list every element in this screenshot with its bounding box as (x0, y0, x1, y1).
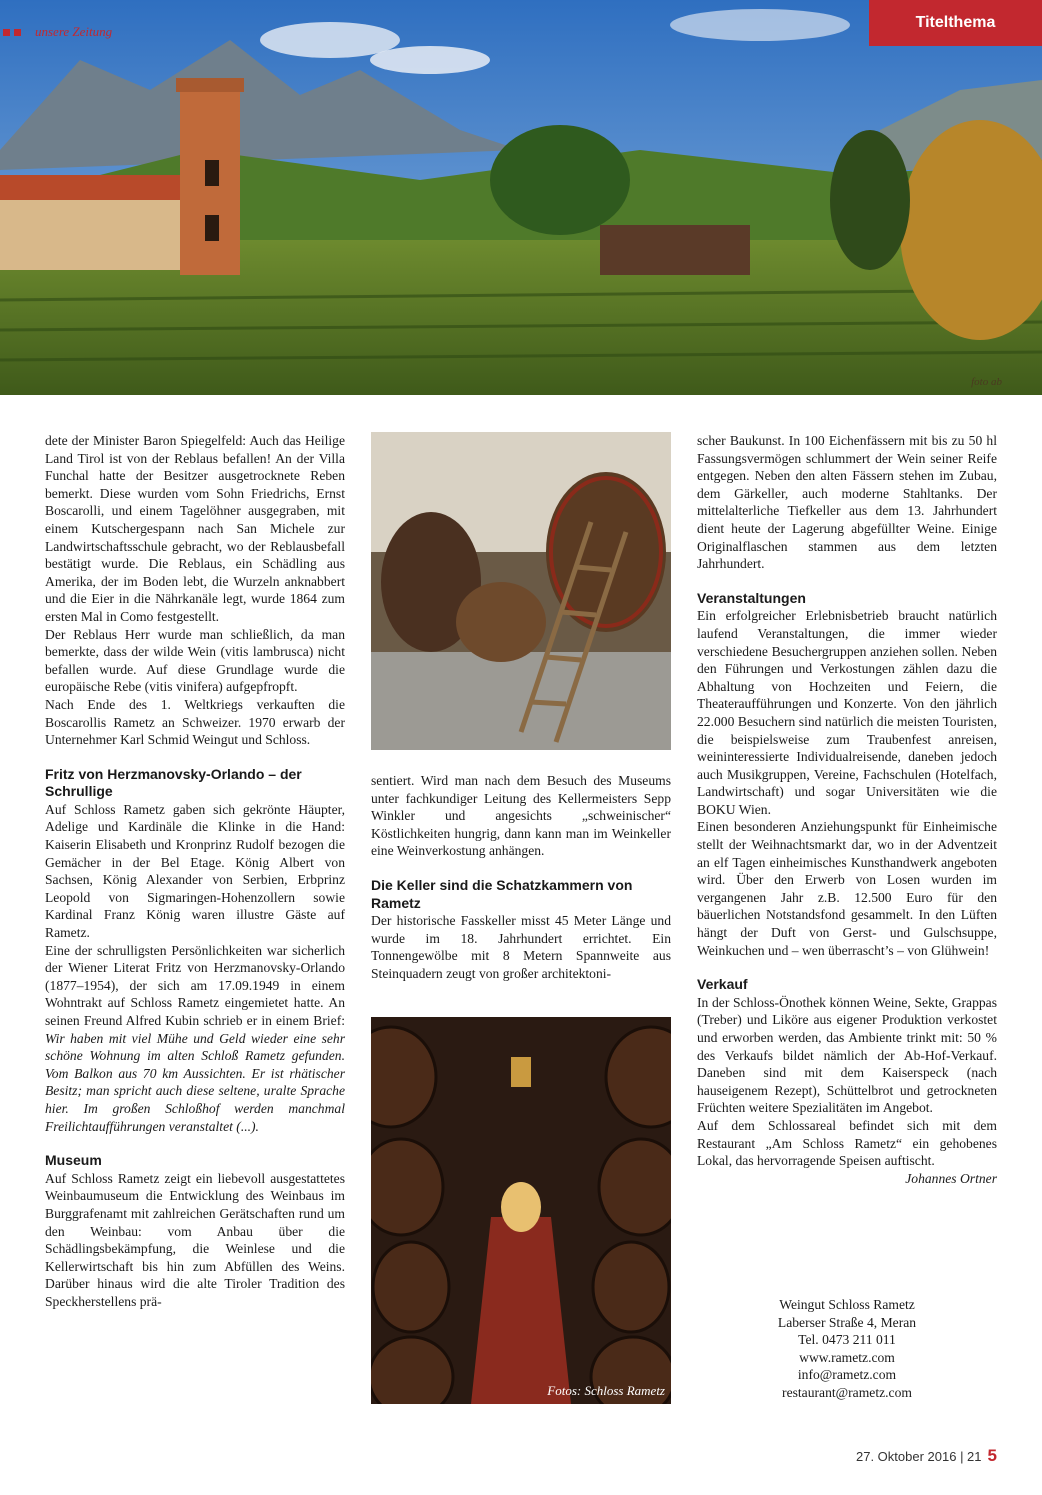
newspaper-name: unsere Zeitung (35, 24, 113, 39)
paragraph: Einen besonderen Anziehungspunkt für Einheimische stellt der Weihnachtsmarkt dar, wo in der Adventzeit an elf Tagen einheimisches Kunsthandwerk angeboten wird. Über den Erwerb von Losen wurden im vergangenen Jahr z.B. 12.500 Euro für den bäuerlichen Notstandsfond gesammelt. In den Lüften hängt der Duft von Gerst- und Gulschsuppe, Weinkuchen und – wen überrascht’s – von Glühwein! (697, 819, 997, 958)
contact-phone: Tel. 0473 211 011 (798, 1332, 896, 1348)
subheading-fritz: Fritz von Herzmanovsky-Orlando – der Schrullige (45, 765, 302, 800)
author-signature: Johannes Ortner (905, 1170, 997, 1186)
paragraph: sentiert. Wird man nach dem Besuch des Museums unter fachkundiger Leitung des Kellermeisters Sepp Winkler und angesichts „schweinischer“ Köstlichkeiten hungrig, dann kann man im Weinkeller eine Weinverkostung anhängen. (371, 773, 671, 859)
page-footer (856, 1446, 997, 1466)
article-column-1 (45, 432, 345, 1311)
paragraph: In der Schloss-Önothek können Weine, Sekte, Grappas (Treber) und Liköre aus eigener Produktion verkostet und erworben werden, das Ambiente trinkt mit: 50 % des Verkaufs bildet nämlich der Ab-Hof-Verkauf. Daneben sind mit dem Kaiserspeck (nach hauseigenem Rezept), Schüttelbrot und getrockneten Früchten weitere Spezialitäten im Angebot. (697, 994, 997, 1116)
paragraph: Ein erfolgreicher Erlebnisbetrieb braucht natürlich laufend Veranstaltungen, die immer wieder verschiedene Besuchergruppen anziehen sollen. Neben den Führungen und Verkostungen zählen dazu die Abhaltung von Hochzeiten und Feiern, die Theateraufführungen und Konzerte. Von den jährlich 22.000 Besuchern sind natürlich die meisten Touristen, die beispielsweise zum Traubenfest anreisen, weininteressierte Individualreisende, daneben jedoch auch Musikgruppen, Vereine, Fachschulen (Hotelfach, Landwirtschaft) und sogar Universitäten wie die BOKU Wien. (697, 608, 997, 817)
hero-photo (0, 0, 1042, 395)
issue-date: 27. Oktober 2016 | 21 (856, 1449, 982, 1464)
cellar-photo-credit: Fotos: Schloss Rametz (547, 1382, 665, 1398)
cellar-image (371, 1017, 671, 1404)
contact-info (697, 1296, 997, 1402)
article-column-3 (697, 432, 997, 1187)
article-column-2 (371, 432, 671, 1404)
contact-address: Laberser Straße 4, Meran (777, 1314, 917, 1330)
subheading-museum: Museum (45, 1152, 102, 1169)
subheading-verkauf: Verkauf (697, 976, 748, 993)
section-label: Titelthema (869, 0, 1042, 46)
masthead (0, 22, 112, 42)
subheading-veranstaltungen: Veranstaltungen (697, 589, 806, 606)
subheading-keller: Die Keller sind die Schatzkammern von Rametz (371, 876, 633, 911)
museum-photo (371, 432, 671, 750)
paragraph: Der historische Fasskeller misst 45 Meter Länge und wurde im 18. Jahrhundert errichtet. Ein Tonnengewölbe mit 8 Metern Spannweite aus Steinquadern zeugt von großer architektoni- (371, 913, 671, 981)
contact-name: Weingut Schloss Rametz (779, 1297, 915, 1312)
masthead-square-icon (3, 29, 10, 36)
paragraph (45, 942, 345, 1136)
paragraph: Nach Ende des 1. Weltkriegs verkauften die Boscarollis Rametz an Schweizer. 1970 erwarb der Unternehmer Karl Schmid Weingut und Schloss. (45, 696, 345, 748)
page-number: 5 (987, 1446, 997, 1465)
paragraph: Der Reblaus Herr wurde man schließlich, da man bemerkte, dass der wilde Wein (vitis lambrusca) nicht befallen wurde. Auf diese Grundlage wurde die europäische Rebe (vitis vinifera) aufgepfropft. (45, 626, 345, 695)
contact-email: restaurant@rametz.com (782, 1384, 912, 1400)
paragraph: dete der Minister Baron Spiegelfeld: Auch das Heilige Land Tirol ist von der Reblaus befallen! An der Villa Funchal hatte der Besitzer ausgetrocknete Reben bemerkt. Diese wurden vom Sohn Friedrichs, Ernst Boscarolli, und einem Tagelöhner ausgegraben, mit einem Kutschergespann nach San Michele zur Landwirtschaftsschule gebracht, wo der Reblausbefall bestätigt wurde. Die Reblaus, ein Schädling aus Amerika, der im Boden lebt, die Wurzeln anknabbert und die Eier in die Nährkanäle legt, wurde 1864 zum ersten Mal in Como festgestellt. (45, 433, 345, 624)
contact-website: www.rametz.com (799, 1349, 895, 1365)
paragraph: scher Baukunst. In 100 Eichenfässern mit bis zu 50 hl Fassungsvermögen schlummert der Wein seiner Reife entgegen. Neben den alten Fässern stehen im Zubau, dem Gärkeller, auch moderne Stahltanks. Der mittelalterliche Tiefkeller aus dem 13. Jahrhundert dient heute der Lagerung abgefüllter Weine. Einige Originalflaschen stammen aus dem letzten Jahrhundert. (697, 433, 997, 572)
hero-photo-credit: foto ab (971, 376, 1002, 388)
paragraph: Auf dem Schlossareal befindet sich mit dem Restaurant „Am Schloss Rametz“ ein gehobenes Lokal, das hervorragende Speisen auftischt. (697, 1117, 997, 1169)
hero-image (0, 0, 1042, 395)
contact-email: info@rametz.com (797, 1367, 897, 1383)
paragraph: Auf Schloss Rametz zeigt ein liebevoll ausgestattetes Weinbaumuseum die Entwicklung des Weinbaus im Burggrafenamt mit zahlreichen Gerätschaften rund um den Weinbau: vom Anbau über die Schädlingsbekämpfung, die Weinlese und die Kellerwirtschaft bis hin zum Abfüllen des Weins. Darüber hinaus wird die alte Tiroler Tradition des Speckherstellens prä- (45, 1170, 345, 1309)
paragraph-text: Eine der schrulligsten Persönlichkeiten war sicherlich der Wiener Literat Fritz von Herzmanovsky-Orlando (1877–1954), der sich am 17.09.1949 in einem Wohntrakt auf Schloss Rametz eingemietet hatte. An seinen Freund Alfred Kubin schrieb er in einem Brief: (45, 942, 345, 1028)
museum-image (371, 432, 671, 750)
cellar-photo (371, 1017, 671, 1404)
paragraph: Auf Schloss Rametz gaben sich gekrönte Häupter, Adelige und Kardinäle die Klinke in die Hand: Kaiserin Elisabeth und Kronprinz Rudolf bezogen die Gemächer in der Bel Etage. König Albert von Sachsen, König Alexander von Serbien, Erbprinz Leopold von Sigmaringen-Hohenzollern sowie Kardinal Franz König waren illustre Gäste auf Rametz. (45, 801, 345, 941)
masthead-square-icon (14, 29, 21, 36)
letter-quote: Wir haben mit viel Mühe und Geld wieder eine sehr schöne Wohnung im alten Schloß Rametz gefunden. Vom Balkon aus 70 km Aussichten. Er ist rhätischer Besitz; man spricht auch diese seltene, uralte Sprache hier. Im großen Schloßhof werden manchmal Freilichtaufführungen veranstaltet (...). (45, 1030, 345, 1134)
